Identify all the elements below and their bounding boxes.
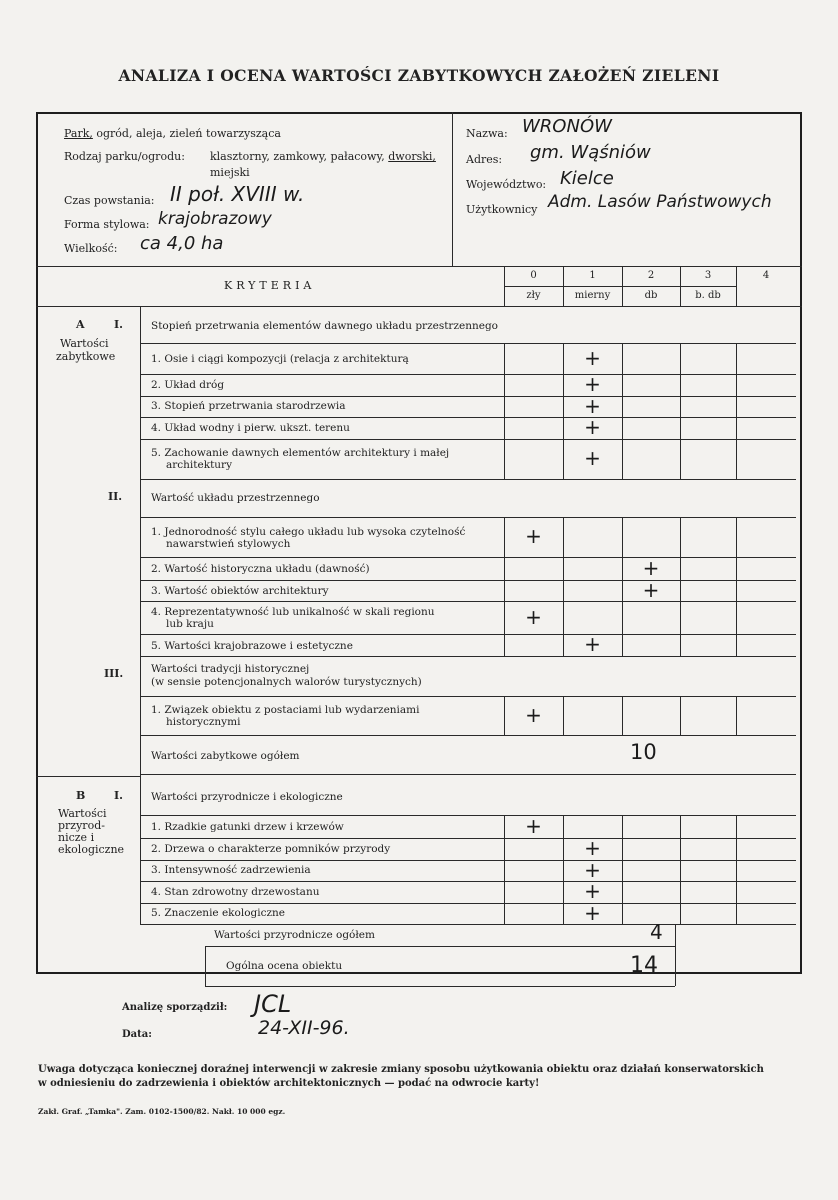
sum-b-value: 4 xyxy=(650,920,663,944)
type-options: klasztorny, zamkowy, pałacowy, dworski, xyxy=(210,150,436,163)
criterion-r8: 3. Wartość obiektów architektury xyxy=(151,585,329,597)
printer-info: Zakł. Graf. „Tamka". Zam. 0102-1500/82. Nakł. 10 000 egz. xyxy=(38,1107,286,1116)
grid-line xyxy=(140,634,796,635)
form-title: ANALIZA I OCENA WARTOŚCI ZABYTKOWYCH ZAŁOŻEŃ ZIELENI xyxy=(118,66,720,85)
size-value: ca 4,0 ha xyxy=(140,233,224,254)
section-a-label: Wartości xyxy=(60,337,109,350)
grid-line xyxy=(140,860,796,861)
grid-line xyxy=(205,986,675,987)
date-value: 24-XII-96. xyxy=(258,1017,350,1039)
rating-mark-r8: + xyxy=(642,577,660,602)
type-label: Rodzaj parku/ogrodu: xyxy=(64,150,185,163)
sum-a-label: Wartości zabytkowe ogółem xyxy=(151,750,300,762)
voivodeship-label: Województwo: xyxy=(466,178,547,191)
grid-line xyxy=(504,286,736,287)
grid-line xyxy=(736,815,737,924)
grid-line xyxy=(140,439,796,440)
grid-line xyxy=(680,696,681,735)
grid-line xyxy=(622,696,623,735)
name-value: WRONÓW xyxy=(522,116,612,137)
total-label: Ogólna ocena obiektu xyxy=(226,960,343,972)
criterion-r11: 1. Związek obiektu z postaciami lub wydarzeniami xyxy=(151,704,420,716)
users-label: Użytkownicy xyxy=(466,203,538,216)
column-1-label: mierny xyxy=(574,290,611,301)
grid-line xyxy=(563,815,564,924)
column-0-label: zły xyxy=(526,290,541,301)
date-label: Data: xyxy=(122,1029,152,1040)
sum-a-value: 10 xyxy=(630,740,657,764)
criterion-r5-cont: architektury xyxy=(166,459,233,471)
grid-line xyxy=(140,838,796,839)
grid-line xyxy=(504,815,505,924)
column-2-label: db xyxy=(644,290,658,301)
section-a-letter: A xyxy=(76,318,85,331)
grid-line xyxy=(140,815,796,816)
rating-mark-r10: + xyxy=(584,632,601,656)
section-b-roman: I. xyxy=(114,789,123,802)
section-a3-roman: III. xyxy=(104,667,124,680)
grid-line xyxy=(205,946,206,986)
grid-line xyxy=(563,517,564,656)
grid-line xyxy=(622,517,623,656)
grid-line xyxy=(205,946,675,947)
criterion-r9-cont: lub kraju xyxy=(166,618,214,630)
users-value: Adm. Lasów Państwowych xyxy=(548,192,772,212)
style-value: krajobrazowy xyxy=(158,209,272,229)
criteria-heading-1: Stopień przetrwania elementów dawnego układu przestrzennego xyxy=(151,320,498,332)
rating-mark-r14: + xyxy=(584,857,601,882)
grid-line xyxy=(140,396,796,397)
grid-line xyxy=(140,924,796,925)
section-b-letter: B xyxy=(76,789,86,802)
grid-line xyxy=(504,517,505,656)
style-label: Forma stylowa: xyxy=(64,218,150,231)
rating-mark-r5: + xyxy=(584,446,601,470)
size-label: Wielkość: xyxy=(64,242,118,255)
rating-mark-r6: + xyxy=(525,524,542,548)
criterion-r4: 4. Układ wodny i pierw. ukszt. terenu xyxy=(151,422,350,434)
grid-line xyxy=(736,517,737,656)
grid-line xyxy=(680,517,681,656)
grid-line xyxy=(140,343,796,344)
rating-mark-r7: + xyxy=(642,555,660,580)
type-options-2: miejski xyxy=(210,166,250,179)
criterion-r11-cont: historycznymi xyxy=(166,716,241,728)
criteria-heading: KRYTERIA xyxy=(224,279,316,292)
section-a-label-2: zabytkowe xyxy=(56,350,116,363)
column-3-number: 3 xyxy=(704,270,712,281)
rating-mark-r3: + xyxy=(584,393,601,418)
grid-line xyxy=(563,343,564,479)
criterion-r1: 1. Osie i ciągi kompozycji (relacja z architekturą xyxy=(151,353,409,365)
section-b-label: Wartości xyxy=(58,807,107,820)
name-label: Nazwa: xyxy=(466,127,508,140)
grid-line xyxy=(504,343,505,479)
grid-line xyxy=(622,343,623,479)
grid-line xyxy=(563,696,564,735)
header-divider xyxy=(452,112,453,266)
prepared-signature: JCL xyxy=(254,990,292,1018)
grid-line xyxy=(140,735,796,736)
total-value: 14 xyxy=(630,953,658,978)
criteria-heading-3: Wartości tradycji historycznej xyxy=(151,663,310,675)
time-label: Czas powstania: xyxy=(64,194,155,207)
rating-mark-r16: + xyxy=(584,900,601,925)
grid-line xyxy=(140,656,796,657)
grid-line xyxy=(680,343,681,479)
grid-line xyxy=(36,306,802,307)
criteria-heading-2: Wartość układu przestrzennego xyxy=(151,492,320,504)
time-value: II poł. XVIII w. xyxy=(170,182,305,206)
voivodeship-value: Kielce xyxy=(560,168,614,189)
criterion-r12: 1. Rzadkie gatunki drzew i krzewów xyxy=(151,821,344,833)
section-b-label-3: nicze i xyxy=(58,831,95,844)
sum-b-label: Wartości przyrodnicze ogółem xyxy=(214,929,375,941)
grid-line xyxy=(504,696,505,735)
park-type-line: Park, ogród, aleja, zieleń towarzysząca xyxy=(64,127,281,140)
address-value: gm. Wąśniów xyxy=(530,142,651,163)
grid-line xyxy=(140,580,796,581)
rating-mark-r1: + xyxy=(584,345,601,370)
rating-mark-r15: + xyxy=(584,879,601,903)
criterion-r10: 5. Wartości krajobrazowe i estetyczne xyxy=(151,640,353,652)
criteria-heading-3-cont: (w sensie potencjonalnych walorów turystycznych) xyxy=(151,676,422,688)
grid-line xyxy=(675,924,676,986)
grid-line xyxy=(140,774,796,775)
criterion-r6-cont: nawarstwień stylowych xyxy=(166,538,291,550)
criterion-r15: 4. Stan zdrowotny drzewostanu xyxy=(151,886,320,898)
note-line-2: w odniesieniu do zadrzewienia i obiektów architektonicznych — podać na odwrocie karty! xyxy=(38,1078,540,1089)
column-3-label: b. db xyxy=(695,290,721,301)
section-b-label-2: przyrod- xyxy=(58,819,105,832)
grid-line xyxy=(736,696,737,735)
criterion-r6: 1. Jednorodność stylu całego układu lub wysoka czytelność xyxy=(151,526,466,538)
section-b-label-4: ekologiczne xyxy=(58,843,125,856)
grid-line xyxy=(140,903,796,904)
column-1-number: 1 xyxy=(589,270,596,281)
criteria-heading-4: Wartości przyrodnicze i ekologiczne xyxy=(151,791,343,803)
column-0-number: 0 xyxy=(530,270,537,281)
rating-mark-r12: + xyxy=(525,813,542,838)
column-4-number: 4 xyxy=(762,270,770,281)
rating-mark-r4: + xyxy=(584,415,601,439)
rating-mark-r11: + xyxy=(525,702,542,727)
criterion-r7: 2. Wartość historyczna układu (dawność) xyxy=(151,563,370,575)
grid-line xyxy=(680,815,681,924)
note-line-1: Uwaga dotycząca koniecznej doraźnej interwencji w zakresie zmiany sposobu użytkowania obiektu oraz działań konserwatorskich xyxy=(38,1064,764,1075)
address-label: Adres: xyxy=(466,153,503,166)
criterion-r5: 5. Zachowanie dawnych elementów architektury i małej xyxy=(151,447,450,459)
prepared-label: Analizę sporządził: xyxy=(122,1002,228,1013)
grid-line xyxy=(622,815,623,924)
criterion-r3: 3. Stopień przetrwania starodrzewia xyxy=(151,400,346,412)
rating-mark-r13: + xyxy=(584,836,601,860)
grid-line xyxy=(736,343,737,479)
rating-mark-r9: + xyxy=(525,604,542,629)
rating-mark-r2: + xyxy=(584,372,601,396)
section-a-roman: I. xyxy=(114,318,123,331)
grid-line xyxy=(140,417,796,418)
grid-line xyxy=(140,881,796,882)
criterion-r13: 2. Drzewa o charakterze pomników przyrody xyxy=(151,843,391,855)
criterion-r16: 5. Znaczenie ekologiczne xyxy=(151,907,286,919)
grid-line xyxy=(36,776,140,777)
grid-line xyxy=(140,601,796,602)
column-2-number: 2 xyxy=(647,270,655,281)
criterion-r14: 3. Intensywność zadrzewienia xyxy=(151,864,311,876)
grid-line xyxy=(36,266,802,267)
criterion-r9: 4. Reprezentatywność lub unikalność w skali regionu xyxy=(151,606,435,618)
grid-line xyxy=(140,374,796,375)
grid-line xyxy=(140,479,796,480)
section-a2-roman: II. xyxy=(108,490,123,503)
grid-line xyxy=(140,306,141,924)
criterion-r2: 2. Układ dróg xyxy=(151,379,225,391)
grid-line xyxy=(140,517,796,518)
grid-line xyxy=(140,557,796,558)
grid-line xyxy=(140,696,796,697)
